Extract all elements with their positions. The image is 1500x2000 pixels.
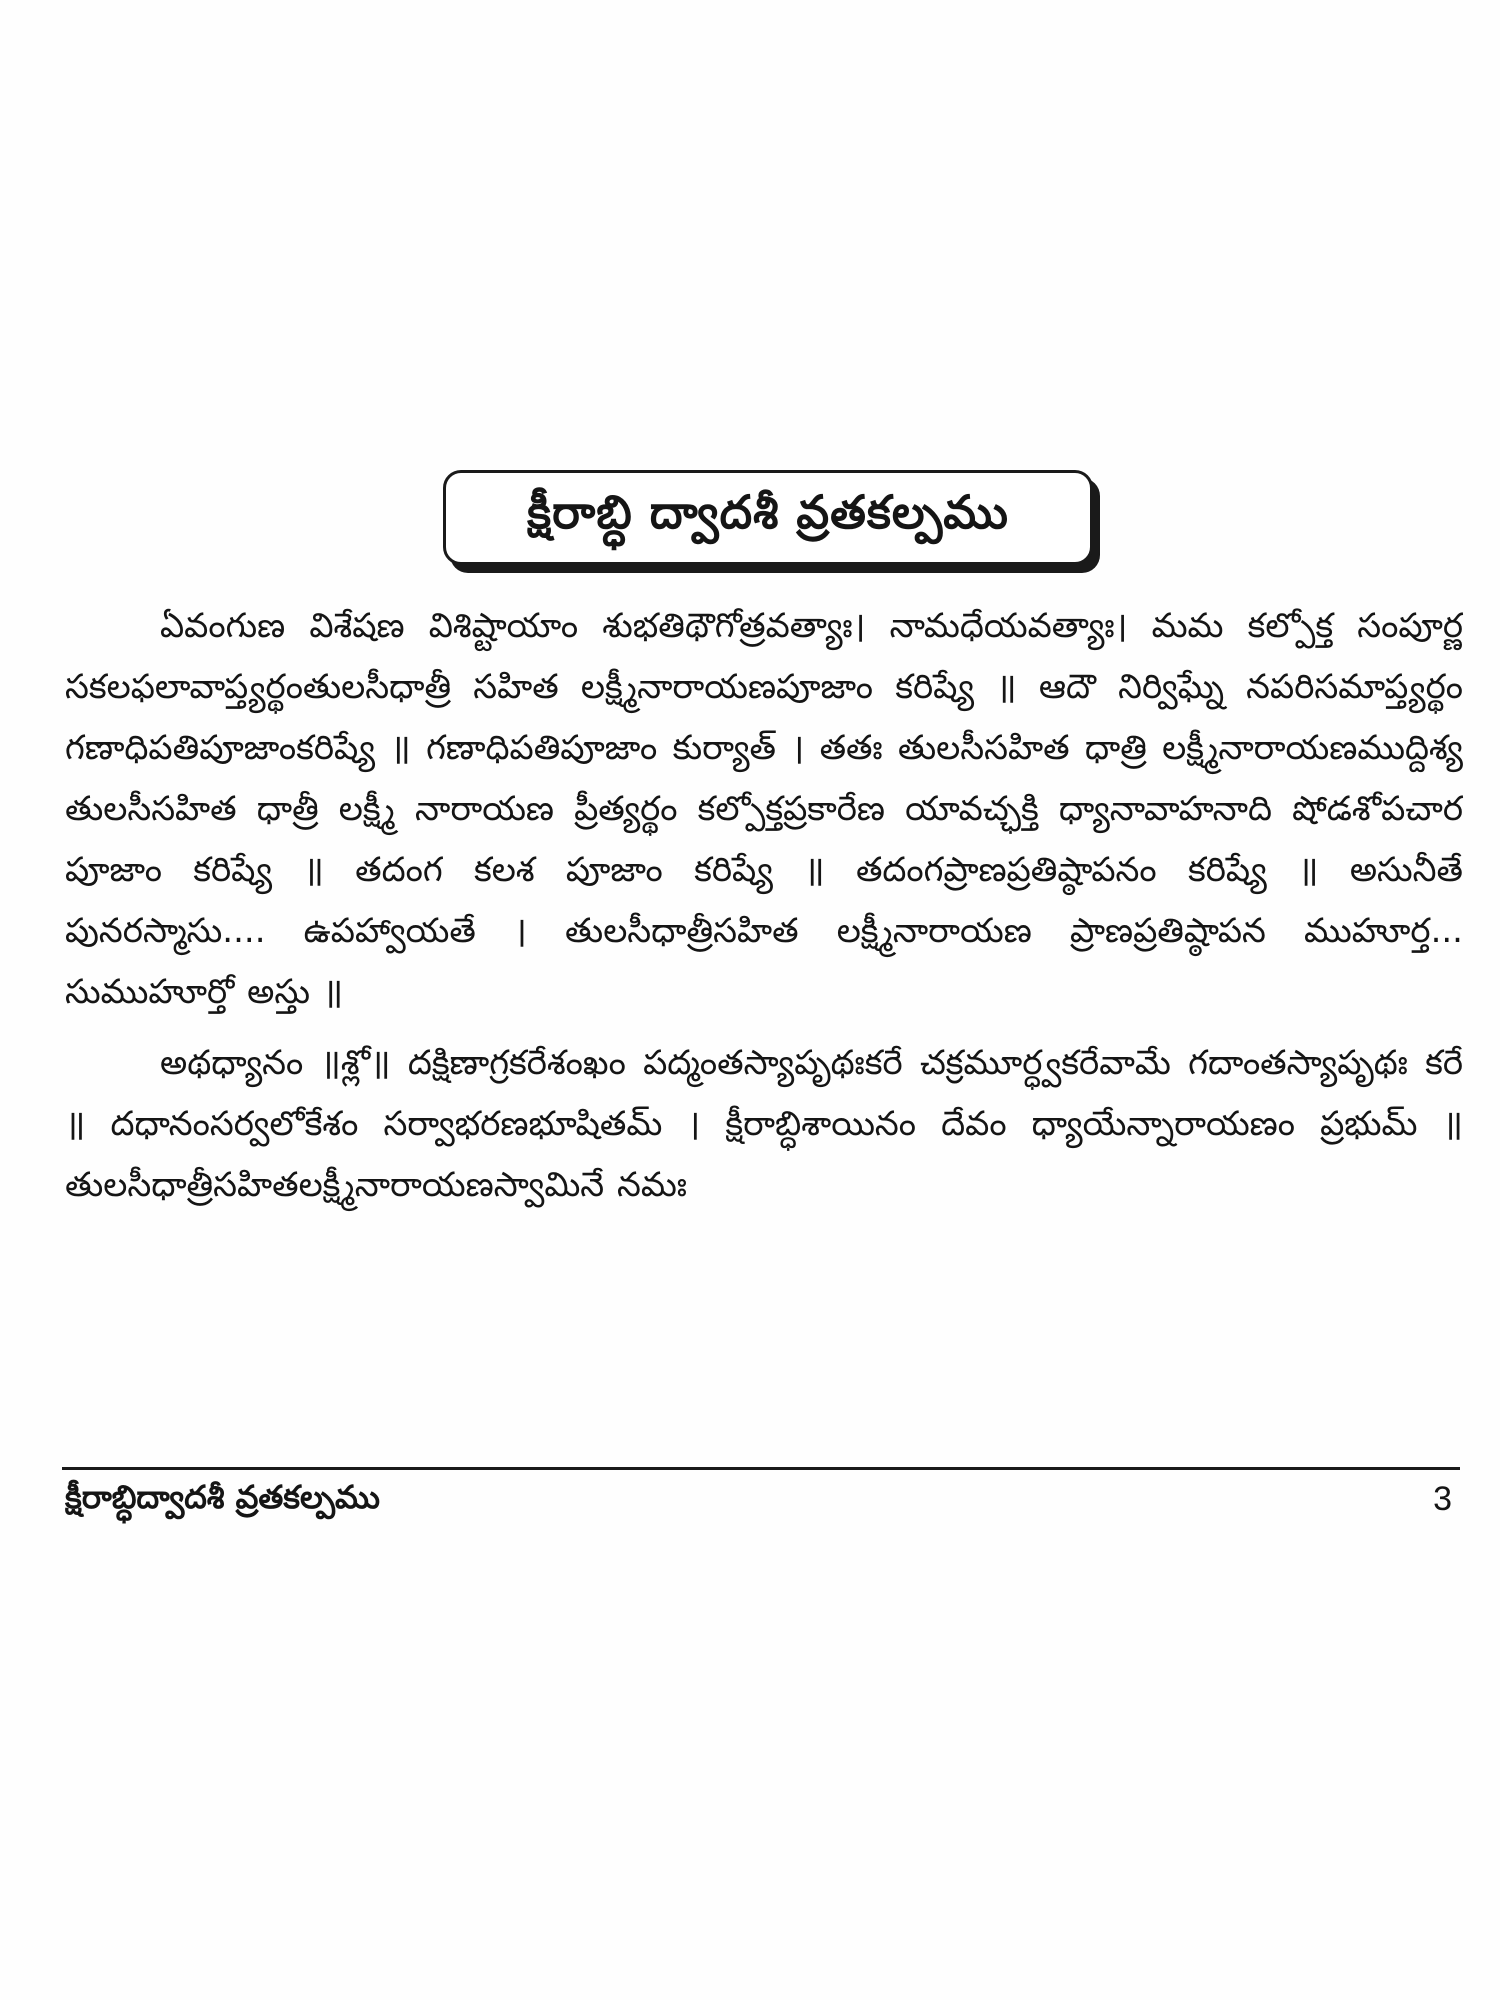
paragraph-sankalpa: ఏవంగుణ విశేషణ విశిష్టాయాం శుభతిథౌగోత్రవత్యాః। నామధేయవత్యాః। మమ కల్పోక్త సంపూర్ణ సకలఫలావాప్త్యర్థంతులసీధాత్రీ సహిత లక్ష్మీనారాయణపూజాం కరిష్యే ॥ ఆదౌ నిర్విఘ్నే నపరిసమాప్త్యర్థం గణాధిపతిపూజాంకరిష్యే ॥ గణాధిపతిపూజాం కుర్యాత్ । తతః తులసీసహిత ధాత్రి లక్ష్మీనారాయణముద్దిశ్య తులసీసహిత ధాత్రీ లక్ష్మీ నారాయణ ప్రీత్యర్థం కల్పోక్తప్రకారేణ యావచ్ఛక్తి ధ్యానావాహనాది షోడశోపచార పూజాం కరిష్యే ॥ తదంగ కలశ పూజాం కరిష్యే ॥ తదంగప్రాణప్రతిష్ఠాపనం కరిష్యే ॥ అసునీతే పునరస్మాసు.... ఉపహ్వాయతే । తులసీధాత్రీసహిత లక్ష్మీనారాయణ ప్రాణప్రతిష్ఠాపన ముహూర్త... సుముహూర్తో అస్తు ॥ [65, 606, 1463, 1012]
page-number: 3 [1433, 1480, 1452, 1518]
paragraph-dhyanam: అథధ్యానం ॥శ్లో॥ దక్షిణాగ్రకరేశంఖం పద్మంతస్యాపృథఃకరే చక్రమూర్ధ్వకరేవామే గదాంతస్యాపృథః కరే ॥ దధానంసర్వలోకేశం సర్వాభరణభూషితమ్ । క్షీరాబ్ధిశాయినం దేవం ధ్యాయేన్నారాయణం ప్రభుమ్ ॥ తులసీధాత్రీసహితలక్ష్మీనారాయణస్వామినే నమః [65, 1043, 1463, 1205]
page-title: క్షీరాబ్ధి ద్వాదశీ వ్రతకల్పము [527, 484, 1009, 539]
title-box [443, 470, 1093, 565]
footer-book-title: క్షీరాబ్ధిద్వాదశీ వ్రతకల్పము [65, 1478, 380, 1516]
body-text [65, 596, 1463, 1216]
footer-divider [62, 1467, 1460, 1470]
